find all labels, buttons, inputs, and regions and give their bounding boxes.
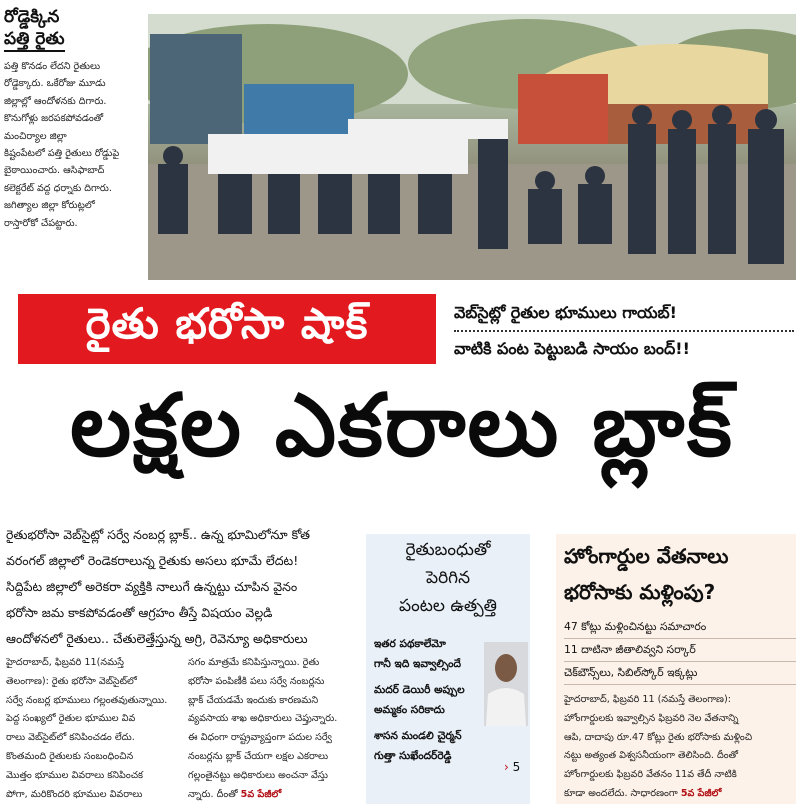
main-article-deck (6, 522, 362, 652)
article-line: మొత్తం భూముల వివరాలు కనిపించక (6, 769, 144, 781)
right-body-line-last (564, 785, 790, 804)
mid-point-text: గుత్తా సుఖేందర్‌రెడ్డి (374, 750, 452, 762)
side-story-body (4, 58, 144, 232)
article-line: తెలంగాణ): రైతు భరోసా వెబ్‌సైట్‌లో (6, 675, 137, 687)
kicker-text: రైతు భరోసా షాక్ (85, 299, 369, 348)
side-story-line: పత్తి కొనడం లేదని రైతులు (4, 61, 101, 72)
side-story-title-line1: రోడ్డెక్కిన (4, 7, 60, 27)
right-body-line: కూడా అందలేదు. సాధారణంగా (564, 787, 678, 799)
right-subhead: 47 కోట్లు మళ్లించినట్టు సమాచారం (564, 616, 796, 639)
article-line-last (188, 786, 362, 805)
article-line: సర్వే నంబర్ల భూములు గల్లంతవుతున్నాయి. (6, 694, 168, 706)
mid-page-ref[interactable] (504, 760, 520, 774)
article-line: బ్లాక్ చేయడమే ఇందుకు కారణమని (188, 694, 319, 706)
mid-point (374, 634, 484, 674)
subkicker-line2: వాటికి పంట పెట్టుబడి సాయం బంద్!! (454, 339, 690, 358)
mid-point-text: మదర్ డెయిరీ అప్పుల (374, 684, 465, 696)
mid-point-text: శాసన మండలి చైర్మన్ (374, 730, 462, 742)
deck-line: ఆందోళనలో రైతులు.. చేతులెత్తేస్తున్న అగ్రి, రెవెన్యూ అధికారులు (6, 631, 308, 646)
side-story-line: జిల్లాల్లో ఆందోళనకు దిగారు. (4, 95, 107, 107)
right-subhead: 11 దాటినా జీతాలివ్వని సర్కార్ (564, 639, 796, 662)
mid-point (374, 680, 484, 720)
chevron-right-icon: › (504, 760, 509, 774)
article-column-1 (6, 654, 180, 804)
article-line: వ్యవసాయ శాఖ అధికారులు చెప్తున్నారు. (188, 713, 338, 725)
article-line: గల్లంతైనట్టు అధికారులు అంచనా వేస్తు (188, 769, 328, 781)
subkicker (454, 296, 794, 366)
speaker-portrait (484, 642, 528, 726)
side-story-line: రోడ్డెక్కారు. ఒకేరోజు మూడు (4, 78, 106, 90)
right-subhead: చెక్‌బౌన్స్‌లు, సిబిల్‌స్కోర్ ఇక్కట్లు (564, 662, 796, 685)
article-line: రాలు వెబ్‌సైట్‌లో కనిపించడం లేదు. (6, 732, 135, 744)
article-line: న్నారు. దీంతో (188, 788, 238, 800)
right-body-line: నట్టు అత్యంత విశ్వసనీయంగా తెలిసింది. దీంతో (564, 750, 738, 762)
right-head-line2: భరోసాకు మళ్లింపు? (564, 580, 716, 604)
side-story-title (4, 6, 144, 52)
protest-photo (148, 14, 796, 280)
mid-box-points (374, 634, 484, 772)
article-line: సగం మాత్రమే కనిపిస్తున్నాయి. రైతు (188, 657, 320, 668)
mid-point (374, 726, 484, 766)
side-story-line: బైఠాయించారు. ఆసిఫాబాద్ (4, 165, 105, 177)
mid-point-text: ఇతర పథకాలేమో (374, 638, 446, 650)
mid-head-line1: రైతుబంధుతో (405, 540, 491, 560)
continued-page-ref[interactable]: 5వ పేజీలో (240, 788, 282, 800)
mid-head-line2: పెరిగిన (425, 568, 470, 588)
side-story (4, 6, 144, 278)
portrait-illustration (484, 642, 528, 726)
rythu-bandhu-box (366, 534, 530, 804)
mid-point-text: అమ్మకం సరికాదు (374, 704, 445, 716)
article-line: పోగా, మరికొందరి భూముల వివరాలు (6, 788, 143, 800)
side-story-line: రాస్తారోకో చేపట్టారు. (4, 217, 78, 229)
side-story-line: జగిత్యాల జిల్లా కోరుట్లలో (4, 200, 95, 212)
main-headline: లక్షల ఎకరాలు బ్లాక్ (70, 375, 734, 476)
main-article-body (6, 654, 362, 804)
article-line: ఈ విధంగా రాష్ట్రవ్యాప్తంగా పదుల సర్వే (188, 732, 332, 744)
subkicker-line1: వెబ్‌సైట్లో రైతుల భూములు గాయబ్! (454, 296, 794, 332)
right-body-line: హైదరాబాద్, ఫిబ్రవరి 11 (నమస్తే తెలంగాణ): (564, 694, 731, 705)
side-story-title-line2: పత్తి రైతు (4, 28, 65, 52)
side-story-line: కలెక్టరేట్ వద్ద ధర్నాకు దిగారు. (4, 182, 112, 194)
article-line: భరోసా పంపిణీకి పలు సర్వే నంబర్లను (188, 675, 325, 687)
right-head-line1: హోంగార్డుల వేతనాలు (564, 544, 729, 568)
mid-page-ref-number: 5 (512, 760, 521, 774)
deck-line: రైతుభరోసా వెబ్‌సైట్లో సర్వే నంబర్ల బ్లాక్.. ఉన్న భూమిలోనూ కోత (6, 527, 310, 542)
mid-point-text: గానీ ఇది ఇవ్వాల్సిందే (374, 658, 461, 670)
right-body-line: హోంగార్డులకు ఇవ్వాల్సిన ఫిబ్రవరి నెల వేతనాన్ని (564, 712, 739, 724)
right-box-subheads (556, 616, 796, 685)
side-story-line: కొనుగోళ్లు జరపకపోవడంతో (4, 113, 104, 125)
home-guards-box (556, 534, 796, 804)
article-line: పెద్ద సంఖ్యలో రైతుల భూముల వివ (6, 713, 136, 725)
right-page-ref[interactable]: 5వ పేజీలో (680, 787, 722, 799)
kicker-banner (18, 294, 436, 364)
mid-head-line3: పంటల ఉత్పత్తి (399, 596, 497, 616)
right-body-line: హోంగార్డులకు ఫిబ్రవరి వేతనం 11వ తేదీ నాటికి (564, 769, 737, 781)
article-line: నంబర్లను బ్లాక్ చేయగా లక్షల ఎకరాలు (188, 750, 329, 762)
side-story-line: కిష్టంపేటలో పత్తి రైతులు రోడ్డుపై (4, 148, 120, 160)
right-body-line: ఆపి, దాదాపు రూ.47 కోట్లు రైతు భరోసాకు మళ్లించి (564, 731, 753, 743)
protest-photo-illustration (148, 14, 796, 280)
mid-box-heading (366, 534, 530, 620)
article-column-2 (188, 654, 362, 804)
deck-line: సిద్దిపేట జిల్లాలో అరెకరా వ్యక్తికి నాలుగే ఉన్నట్టు చూపిన వైనం (6, 579, 298, 594)
right-box-heading (556, 534, 796, 610)
side-story-line: మంచిర్యాల జిల్లా (4, 130, 67, 142)
deck-line: వరంగల్ జిల్లాలో రెండెకరాలున్న రైతుకు అసలు భూమే లేదట! (6, 553, 299, 568)
right-box-body (556, 685, 796, 804)
article-line: హైదరాబాద్, ఫిబ్రవరి 11(నమస్తే (6, 657, 124, 668)
article-line: కొంతమంది రైతులకు సంబంధించిన (6, 750, 134, 762)
deck-line: భరోసా జమ కాకపోవడంతో ఆగ్రహం తీస్తే విషయం వెల్లడి (6, 605, 273, 620)
